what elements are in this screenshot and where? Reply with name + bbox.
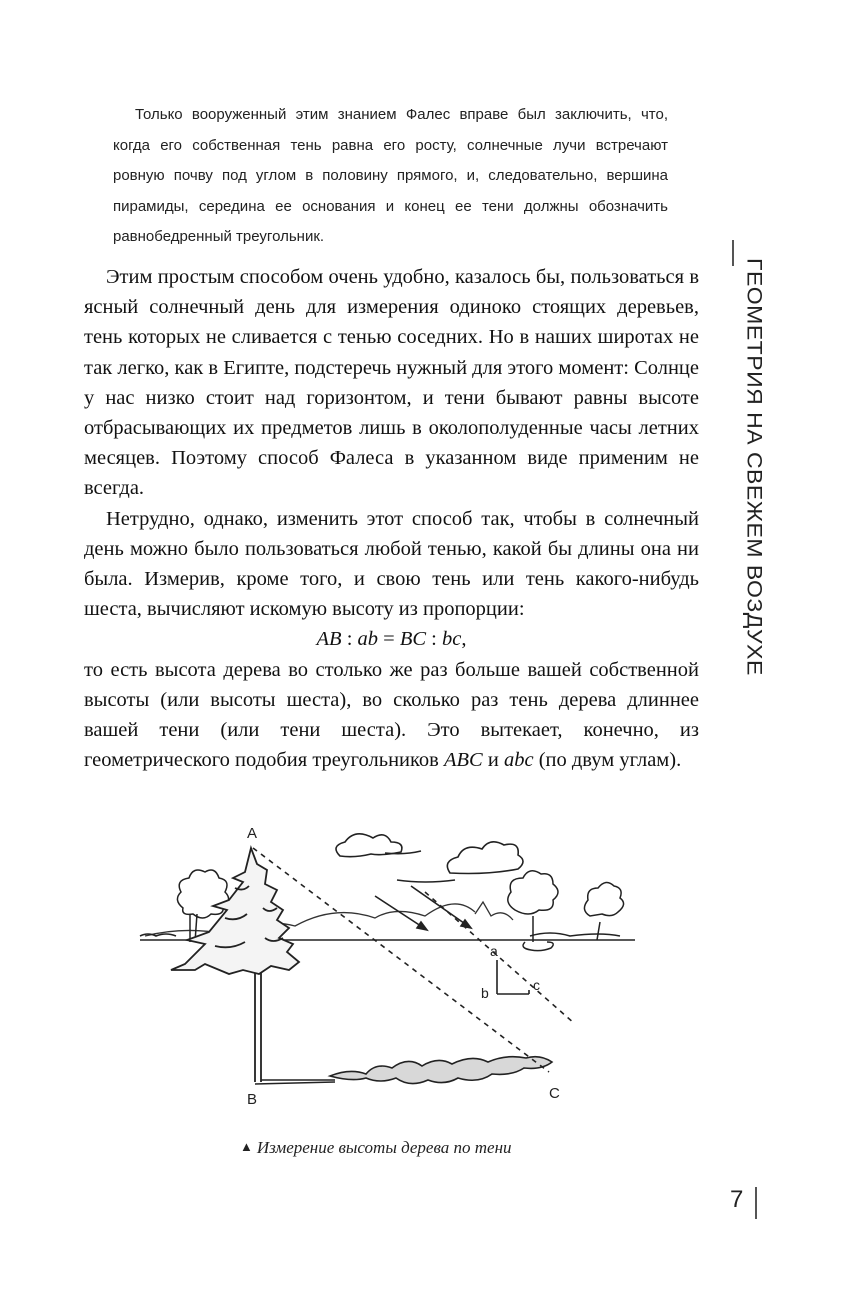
label-B: B — [247, 1091, 258, 1108]
small-triangle — [497, 960, 529, 994]
paragraph-3-end: (по двум углам). — [533, 749, 682, 772]
quote-text: Только вооруженный этим знанием Фалес вправе был заключить, что, когда его собственная тень равна его росту, солнечные лучи встречают ровную почву под углом в половину прямого, и, следовательно, вершина пирамиды, середина ее основания и конец ее тени должны обозначить равнобедренный треугольник. — [113, 106, 668, 245]
caption-triangle-icon: ▲ — [240, 1139, 253, 1154]
paragraph-2: Нетрудно, однако, изменить этот способ так, чтобы в солнечный день можно было пользоваться любой тенью, какой бы длины она ни была. Измерив, кроме того, и свою тень или тень какого-нибудь шеста, вычисляют искомую высоту из пропорции: — [84, 507, 699, 621]
caption-text: Измерение высоты дерева по тени — [256, 1138, 512, 1157]
formula-comma: , — [461, 628, 467, 651]
proportion-formula — [84, 624, 699, 654]
paragraph-3-and: и — [482, 749, 504, 772]
paragraph-3 — [84, 655, 699, 776]
label-C: C — [549, 1085, 560, 1102]
illustration-svg — [135, 818, 655, 1118]
formula-colon-2: : — [426, 628, 442, 651]
page-number: 7 — [730, 1186, 744, 1213]
triangle-abc: abc — [503, 749, 534, 772]
label-b: b — [481, 985, 489, 1001]
formula-BC: BC — [399, 628, 427, 651]
triangle-ABC: ABC — [444, 749, 483, 772]
figure-caption — [240, 1138, 512, 1158]
formula-bc: bc — [441, 628, 462, 651]
paragraph-3-text: то есть высота дерева во столько же раз больше вашей собственной высоты (или высоты шеста), во сколько раз тень дерева длиннее вашей тени (или тени шеста). Это вытекает, конечно, из геометрического подобия треугольников — [84, 658, 699, 772]
bush-tree-right — [508, 871, 624, 951]
formula-equals: = — [378, 628, 400, 651]
cloud-left — [336, 834, 421, 857]
label-A: A — [247, 825, 258, 842]
paragraph-1: Этим простым способом очень удобно, казалось бы, пользоваться в ясный солнечный день для измерения одиноко стоящих деревьев, тень которых не сливается с тенью соседних. Но в наших широтах не так легко, как в Египте, подстеречь нужный для этого момент: Солнце у нас низко стоит над горизонтом, и тени бывают равны высоте отбрасывающих их предметов лишь в околополуденные часы летних месяцев. Поэтому способ Фалеса в указанном виде применим не всегда. — [84, 266, 699, 500]
epigraph-quote — [113, 100, 668, 253]
label-c: c — [533, 977, 540, 993]
formula-AB: AB — [316, 628, 342, 651]
formula-colon-1: : — [341, 628, 358, 651]
cloud-right — [397, 842, 523, 882]
main-text — [84, 262, 699, 775]
page-number-rule — [755, 1187, 757, 1219]
formula-ab: ab — [357, 628, 379, 651]
running-section-title: ГЕОМЕТРИЯ НА СВЕЖЕМ ВОЗДУХЕ — [742, 258, 767, 676]
sun-rays — [375, 886, 471, 930]
side-title-rule — [732, 240, 734, 266]
label-a: a — [490, 943, 498, 959]
tree-shadow-illustration — [135, 818, 655, 1118]
tree-shadow — [255, 1057, 552, 1084]
